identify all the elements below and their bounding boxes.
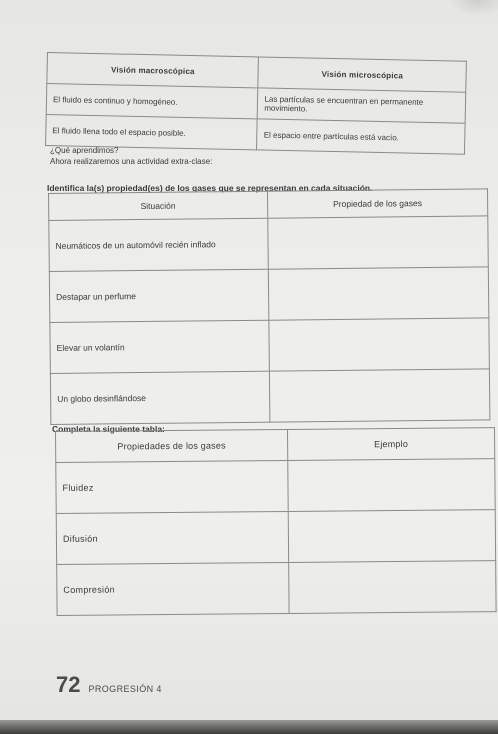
situation-cell: Un globo desinflándose — [50, 371, 269, 424]
situation-cell: Elevar un volantín — [50, 320, 269, 373]
situations-table — [48, 188, 490, 425]
example-cell[interactable] — [289, 561, 497, 614]
table-row — [49, 216, 489, 272]
instruction-complete: Completa la siguiente tabla: — [52, 424, 165, 434]
page-number: 72 — [56, 672, 81, 697]
example-cell[interactable] — [288, 510, 496, 563]
header-gas-properties: Propiedades de los gases — [56, 429, 288, 462]
macro-micro-table — [45, 52, 467, 155]
instruction-identify: Identifica la(s) propiedad(es) de los gases que se representan en cada situación. — [47, 183, 373, 193]
section-label: PROGRESIÓN 4 — [88, 684, 162, 694]
situation-cell: Neumáticos de un automóvil recién inflado — [49, 218, 268, 271]
answer-cell[interactable] — [268, 267, 489, 320]
page-footer — [56, 672, 162, 698]
example-cell[interactable] — [288, 459, 496, 512]
header-gas-property: Propiedad de los gases — [267, 189, 487, 218]
header-example: Ejemplo — [287, 428, 494, 461]
header-situation: Situación — [49, 191, 268, 220]
answer-cell[interactable] — [269, 318, 490, 371]
header-microscopic: Visión microscópica — [258, 57, 466, 92]
table-row — [50, 318, 490, 374]
table-row — [56, 459, 495, 514]
table-row — [49, 267, 489, 323]
table-cell: Las partículas se encuentran en permanente movimiento. — [258, 88, 466, 123]
property-cell: Compresión — [57, 562, 289, 615]
table-row — [57, 561, 496, 616]
table-cell: El fluido llena todo el espacio posible. — [46, 114, 258, 149]
table-header-row — [56, 428, 495, 463]
photo-bottom-edge — [0, 720, 498, 734]
table-row — [56, 510, 495, 565]
learned-heading: ¿Qué aprendimos? — [50, 146, 119, 155]
answer-cell[interactable] — [269, 369, 490, 422]
property-cell: Fluidez — [56, 460, 288, 513]
table-cell: El espacio entre partículas está vacío. — [257, 119, 465, 154]
table-row — [50, 369, 490, 425]
activity-intro: Ahora realizaremos una actividad extra-clase: — [50, 157, 213, 166]
situation-cell: Destapar un perfume — [49, 269, 268, 322]
header-macroscopic: Visión macroscópica — [47, 53, 259, 88]
table-cell: El fluido es continuo y homogéneo. — [46, 84, 258, 119]
property-cell: Difusión — [56, 511, 288, 564]
gas-properties-table — [55, 427, 497, 616]
corner-shadow — [448, 0, 498, 16]
answer-cell[interactable] — [268, 216, 489, 269]
